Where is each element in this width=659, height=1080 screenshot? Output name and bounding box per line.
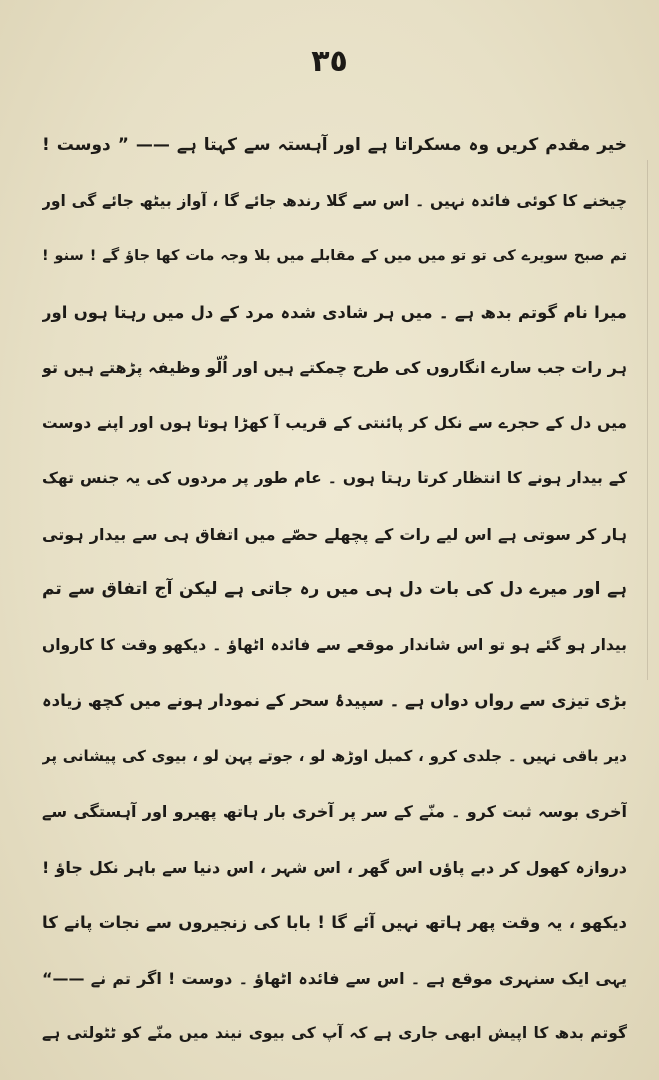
page-number: ٣٥: [311, 44, 348, 79]
text-line: دروازہ کھول کر دبے پاؤں اس گھر ، اس شہر ، اس دنیا سے باہر نکل جاؤ !: [42, 857, 627, 877]
text-line: یہی ایک سنہری موقع ہے ۔ اس سے فائدہ اٹھاؤ ۔ دوست ! اگر تم نے ——“: [42, 968, 627, 988]
text-line: گوتم بدھ کا اپیش ابھی جاری ہے کہ آپ کی بیوی نیند میں منّے کو ٹٹولتی ہے: [42, 1024, 627, 1042]
text-line: خیر مقدم کریں وہ مسکراتا ہے اور آہستہ سے کہتا ہے —— ” دوست !: [42, 135, 627, 155]
text-line: ہر رات جب سارے انگاروں کی طرح چمکتے ہیں اور اُلّو وظیفہ پڑھتے ہیں تو: [42, 358, 627, 377]
text-line: ہے اور میرے دل کی بات دل ہی میں رہ جاتی ہے لیکن آج اتفاق سے تم: [42, 579, 627, 599]
text-line: کے بیدار ہونے کا انتظار کرتا رہتا ہوں ۔ عام طور پر مردوں کی یہ جنس تھک: [42, 469, 627, 487]
text-line: بڑی تیزی سے رواں دواں ہے ۔ سپیدۂ سحر کے نمودار ہونے میں کچھ زیادہ: [42, 691, 627, 710]
text-line: دیر باقی نہیں ۔ جلدی کرو ، کمبل اوڑھ لو ، جوتے پہن لو ، بیوی کی پیشانی پر: [42, 746, 627, 765]
page-edge-shadow: [647, 160, 656, 680]
text-line: آخری بوسہ ثبت کرو ۔ منّے کے سر پر آخری بار ہاتھ پھیرو اور آہستگی سے: [42, 802, 627, 821]
text-line: تم صبح سویرے کی تو تو میں میں کے مقابلے میں بلا وجہ مات کھا جاؤ گے ! سنو !: [42, 248, 627, 264]
text-line: دیکھو ، یہ وقت پھر ہاتھ نہیں آئے گا ! بابا کی زنجیروں سے نجات پانے کا: [42, 913, 627, 932]
text-line: چیخنے کا کوئی فائدہ نہیں ۔ اس سے گلا رندھ جائے گا ، آواز بیٹھ جائے گی اور: [42, 191, 627, 210]
text-line: میرا نام گوتم بدھ ہے ۔ میں ہر شادی شدہ مرد کے دل میں رہتا ہوں اور: [42, 302, 627, 322]
text-line: ہار کر سوتی ہے اس لیے رات کے پچھلے حصّے میں اتفاق ہی سے بیدار ہوتی: [42, 524, 627, 544]
text-line: بیدار ہو گئے ہو تو اس شاندار موقعے سے فائدہ اٹھاؤ ۔ دیکھو وقت کا کارواں: [42, 635, 627, 654]
page-body-text: [42, 118, 627, 1062]
text-line: میں دل کے حجرے سے نکل کر پائنتی کے قریب آ کھڑا ہوتا ہوں اور اپنے دوست: [42, 413, 627, 432]
